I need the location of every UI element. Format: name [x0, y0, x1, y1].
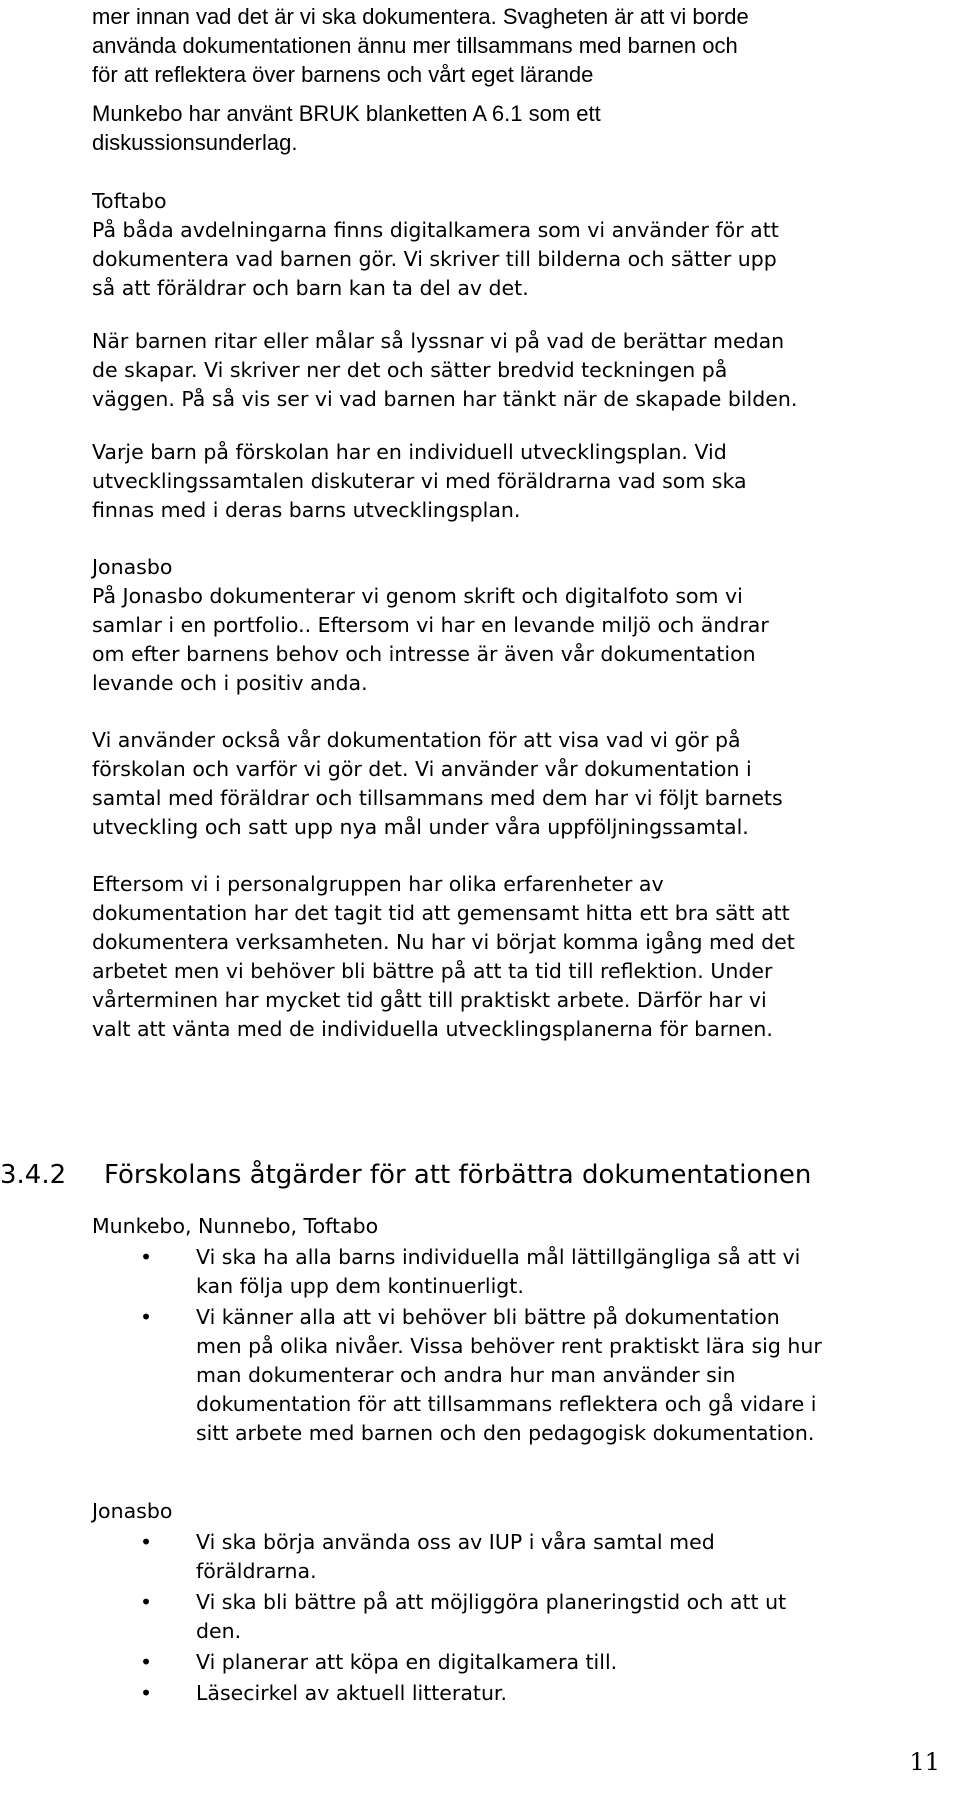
list-item: [0, 1243, 942, 1301]
text-line: dokumentera vad barnen gör. Vi skriver till bilderna och sätter upp: [92, 247, 777, 271]
list-item: [0, 1679, 942, 1708]
text-line: Vi ska bli bättre på att möjliggöra planeringstid och att ut: [196, 1590, 787, 1614]
text-line: mer innan vad det är vi ska dokumentera. Svagheten är att vi borde: [92, 4, 749, 29]
text-line: valt att vänta med de individuella utvecklingsplanerna för barnen.: [92, 1017, 773, 1041]
bullet-icon: •: [140, 1590, 153, 1614]
text-line: utveckling och satt upp nya mål under våra uppföljningssamtal.: [92, 815, 749, 839]
group-title: Munkebo, Nunnebo, Toftabo: [92, 1214, 379, 1238]
text-line: Vi känner alla att vi behöver bli bättre på dokumentation: [196, 1305, 780, 1329]
toftabo-paragraph-3: [92, 438, 942, 525]
jonasbo-paragraph-2: [92, 726, 942, 842]
text-line: diskussionsunderlag.: [92, 130, 298, 155]
text-line: man dokumenterar och andra hur man använder sin: [196, 1363, 736, 1387]
text-line: På båda avdelningarna finns digitalkamera som vi använder för att: [92, 218, 779, 242]
page-number: 11: [909, 1748, 940, 1776]
jonasbo-paragraph-1: [92, 553, 942, 698]
section-number: 3.4.2: [0, 1160, 67, 1190]
text-line: När barnen ritar eller målar så lyssnar vi på vad de berättar medan: [92, 329, 785, 353]
list-item: [0, 1528, 942, 1586]
text-line: levande och i positiv anda.: [92, 671, 368, 695]
text-line: den.: [196, 1619, 242, 1643]
text-line: Eftersom vi i personalgruppen har olika erfarenheter av: [92, 872, 664, 896]
text-line: dokumentera verksamheten. Nu har vi börjat komma igång med det: [92, 930, 795, 954]
text-line: använda dokumentationen ännu mer tillsammans med barnen och: [92, 33, 738, 58]
bullet-list: [0, 1243, 942, 1448]
text-line: om efter barnens behov och intresse är även vår dokumentation: [92, 642, 756, 666]
text-line: Vi ska ha alla barns individuella mål lättillgängliga så att vi: [196, 1245, 801, 1269]
text-line: sitt arbete med barnen och den pedagogisk dokumentation.: [196, 1421, 815, 1445]
text-line: de skapar. Vi skriver ner det och sätter bredvid teckningen på: [92, 358, 728, 382]
text-line: arbetet men vi behöver bli bättre på att ta tid till reflektion. Under: [92, 959, 773, 983]
section-label: Jonasbo: [92, 555, 173, 579]
document-body: [92, 2, 942, 1076]
text-line: utvecklingssamtalen diskuterar vi med föräldrarna vad som ska: [92, 469, 747, 493]
group-title: Jonasbo: [92, 1499, 173, 1523]
text-line: samlar i en portfolio.. Eftersom vi har en levande miljö och ändrar: [92, 613, 769, 637]
text-line: Vi använder också vår dokumentation för att visa vad vi gör på: [92, 728, 741, 752]
bullet-icon: •: [140, 1650, 153, 1674]
list-item: [0, 1588, 942, 1646]
text-line: Munkebo har använt BRUK blanketten A 6.1 som ett: [92, 101, 601, 126]
munkebo-paragraph: [92, 99, 942, 157]
list-item: [0, 1648, 942, 1677]
text-line: för att reflektera över barnens och vårt eget lärande: [92, 62, 594, 87]
toftabo-paragraph-2: [92, 327, 942, 414]
bullet-icon: •: [140, 1305, 153, 1329]
text-line: föräldrarna.: [196, 1559, 317, 1583]
text-line: kan följa upp dem kontinuerligt.: [196, 1274, 524, 1298]
text-line: Vi ska börja använda oss av IUP i våra samtal med: [196, 1530, 715, 1554]
bullet-icon: •: [140, 1245, 153, 1269]
text-line: Vi planerar att köpa en digitalkamera till.: [196, 1650, 618, 1674]
list-item: [0, 1303, 942, 1448]
jonasbo-paragraph-3: [92, 870, 942, 1044]
bullet-icon: •: [140, 1530, 153, 1554]
text-line: så att föräldrar och barn kan ta del av det.: [92, 276, 529, 300]
toftabo-paragraph-1: [92, 187, 942, 303]
text-line: På Jonasbo dokumenterar vi genom skrift och digitalfoto som vi: [92, 584, 743, 608]
text-line: dokumentation för att tillsammans reflektera och gå vidare i: [196, 1392, 817, 1416]
section-label: Toftabo: [92, 189, 167, 213]
intro-paragraph: [92, 2, 942, 89]
section-title: Förskolans åtgärder för att förbättra dokumentationen: [104, 1160, 812, 1190]
text-line: vårterminen har mycket tid gått till praktiskt arbete. Därför har vi: [92, 988, 767, 1012]
measures-group-2: [92, 1497, 942, 1710]
text-line: men på olika nivåer. Vissa behöver rent praktiskt lära sig hur: [196, 1334, 822, 1358]
text-line: Varje barn på förskolan har en individuell utvecklingsplan. Vid: [92, 440, 727, 464]
text-line: förskolan och varför vi gör det. Vi använder vår dokumentation i: [92, 757, 752, 781]
bullet-list: [0, 1528, 942, 1708]
text-line: finnas med i deras barns utvecklingsplan.: [92, 498, 521, 522]
measures-group-1: [92, 1212, 942, 1450]
text-line: dokumentation har det tagit tid att gemensamt hitta ett bra sätt att: [92, 901, 790, 925]
text-line: väggen. På så vis ser vi vad barnen har tänkt när de skapade bilden.: [92, 387, 798, 411]
text-line: samtal med föräldrar och tillsammans med dem har vi följt barnets: [92, 786, 783, 810]
bullet-icon: •: [140, 1681, 153, 1705]
text-line: Läsecirkel av aktuell litteratur.: [196, 1681, 507, 1705]
